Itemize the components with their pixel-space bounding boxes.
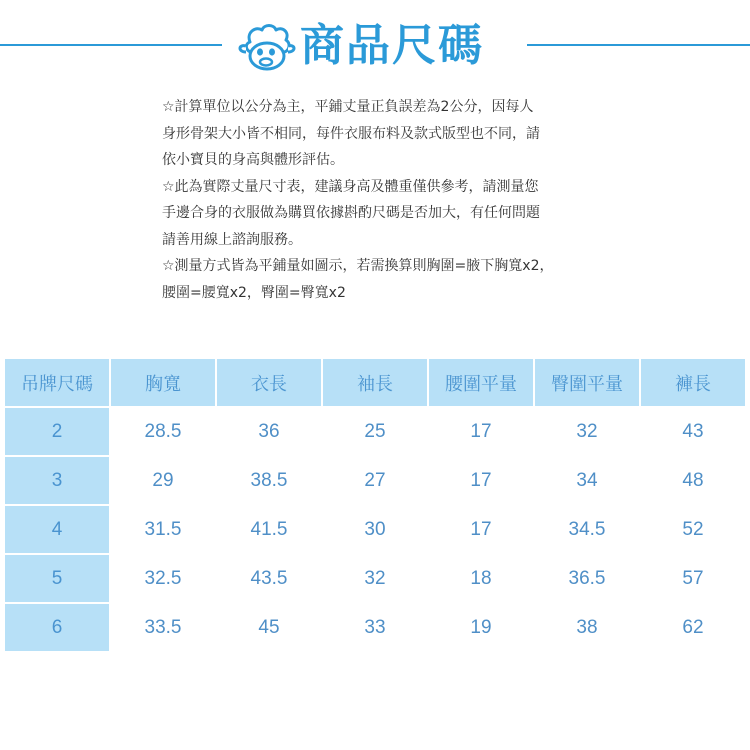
header-pants-length: 褲長 bbox=[641, 359, 745, 406]
note-line: 請善用線上諮詢服務。 bbox=[162, 231, 302, 248]
table-cell: 34.5 bbox=[535, 506, 639, 553]
note-line: ☆測量方式皆為平鋪量如圖示，若需換算則胸圍=腋下胸寬x2， bbox=[162, 258, 554, 274]
table-row bbox=[5, 408, 745, 455]
table-cell: 34 bbox=[535, 457, 639, 504]
header-chest-width: 胸寬 bbox=[111, 359, 215, 406]
table-cell: 62 bbox=[641, 604, 745, 651]
table-row bbox=[5, 555, 745, 602]
table-cell: 38.5 bbox=[217, 457, 321, 504]
header-waist-flat: 腰圍平量 bbox=[429, 359, 533, 406]
table-cell: 32 bbox=[323, 555, 427, 602]
table-cell: 33.5 bbox=[111, 604, 215, 651]
header-hip-flat: 臀圍平量 bbox=[535, 359, 639, 406]
page-title: 商品尺碼 bbox=[300, 20, 484, 71]
note-line: 腰圍=腰寬x2，臀圍=臀寬x2 bbox=[162, 284, 346, 301]
size-label-cell: 2 bbox=[5, 408, 109, 455]
size-label-cell: 4 bbox=[5, 506, 109, 553]
table-cell: 27 bbox=[323, 457, 427, 504]
size-label-cell: 5 bbox=[5, 555, 109, 602]
header-size-label: 吊牌尺碼 bbox=[5, 359, 109, 406]
table-cell: 43 bbox=[641, 408, 745, 455]
note-line: 身形骨架大小皆不相同，每件衣服布料及款式版型也不同，請 bbox=[162, 125, 540, 142]
title-section bbox=[0, 18, 750, 74]
table-cell: 38 bbox=[535, 604, 639, 651]
note-line: 依小寶貝的身高與體形評估。 bbox=[162, 152, 344, 168]
table-cell: 32.5 bbox=[111, 555, 215, 602]
table-cell: 36.5 bbox=[535, 555, 639, 602]
table-row bbox=[5, 506, 745, 553]
table-cell: 48 bbox=[641, 457, 745, 504]
title-divider-right bbox=[527, 44, 750, 46]
table-cell: 45 bbox=[217, 604, 321, 651]
table-cell: 52 bbox=[641, 506, 745, 553]
table-cell: 30 bbox=[323, 506, 427, 553]
table-row bbox=[5, 457, 745, 504]
title-divider-left bbox=[0, 44, 222, 46]
table-cell: 31.5 bbox=[111, 506, 215, 553]
table-cell: 32 bbox=[535, 408, 639, 455]
size-chart-table bbox=[3, 357, 747, 653]
table-cell: 41.5 bbox=[217, 506, 321, 553]
size-label-cell: 3 bbox=[5, 457, 109, 504]
size-label-cell: 6 bbox=[5, 604, 109, 651]
table-cell: 19 bbox=[429, 604, 533, 651]
table-cell: 18 bbox=[429, 555, 533, 602]
table-row bbox=[5, 604, 745, 651]
size-notes bbox=[162, 94, 622, 306]
sheep-head-icon bbox=[236, 22, 296, 72]
table-cell: 17 bbox=[429, 506, 533, 553]
table-cell: 57 bbox=[641, 555, 745, 602]
table-cell: 17 bbox=[429, 408, 533, 455]
header-sleeve-length: 袖長 bbox=[323, 359, 427, 406]
note-line: ☆計算單位以公分為主，平鋪丈量正負誤差為2公分，因每人 bbox=[162, 99, 534, 115]
table-cell: 33 bbox=[323, 604, 427, 651]
table-cell: 36 bbox=[217, 408, 321, 455]
header-garment-length: 衣長 bbox=[217, 359, 321, 406]
table-cell: 43.5 bbox=[217, 555, 321, 602]
table-cell: 29 bbox=[111, 457, 215, 504]
note-line: ☆此為實際丈量尺寸表，建議身高及體重僅供參考，請測量您 bbox=[162, 178, 539, 195]
table-header-row bbox=[5, 359, 745, 406]
table-cell: 17 bbox=[429, 457, 533, 504]
table-cell: 25 bbox=[323, 408, 427, 455]
note-line: 手邊合身的衣服做為購買依據斟酌尺碼是否加大，有任何問題 bbox=[162, 205, 540, 221]
table-cell: 28.5 bbox=[111, 408, 215, 455]
